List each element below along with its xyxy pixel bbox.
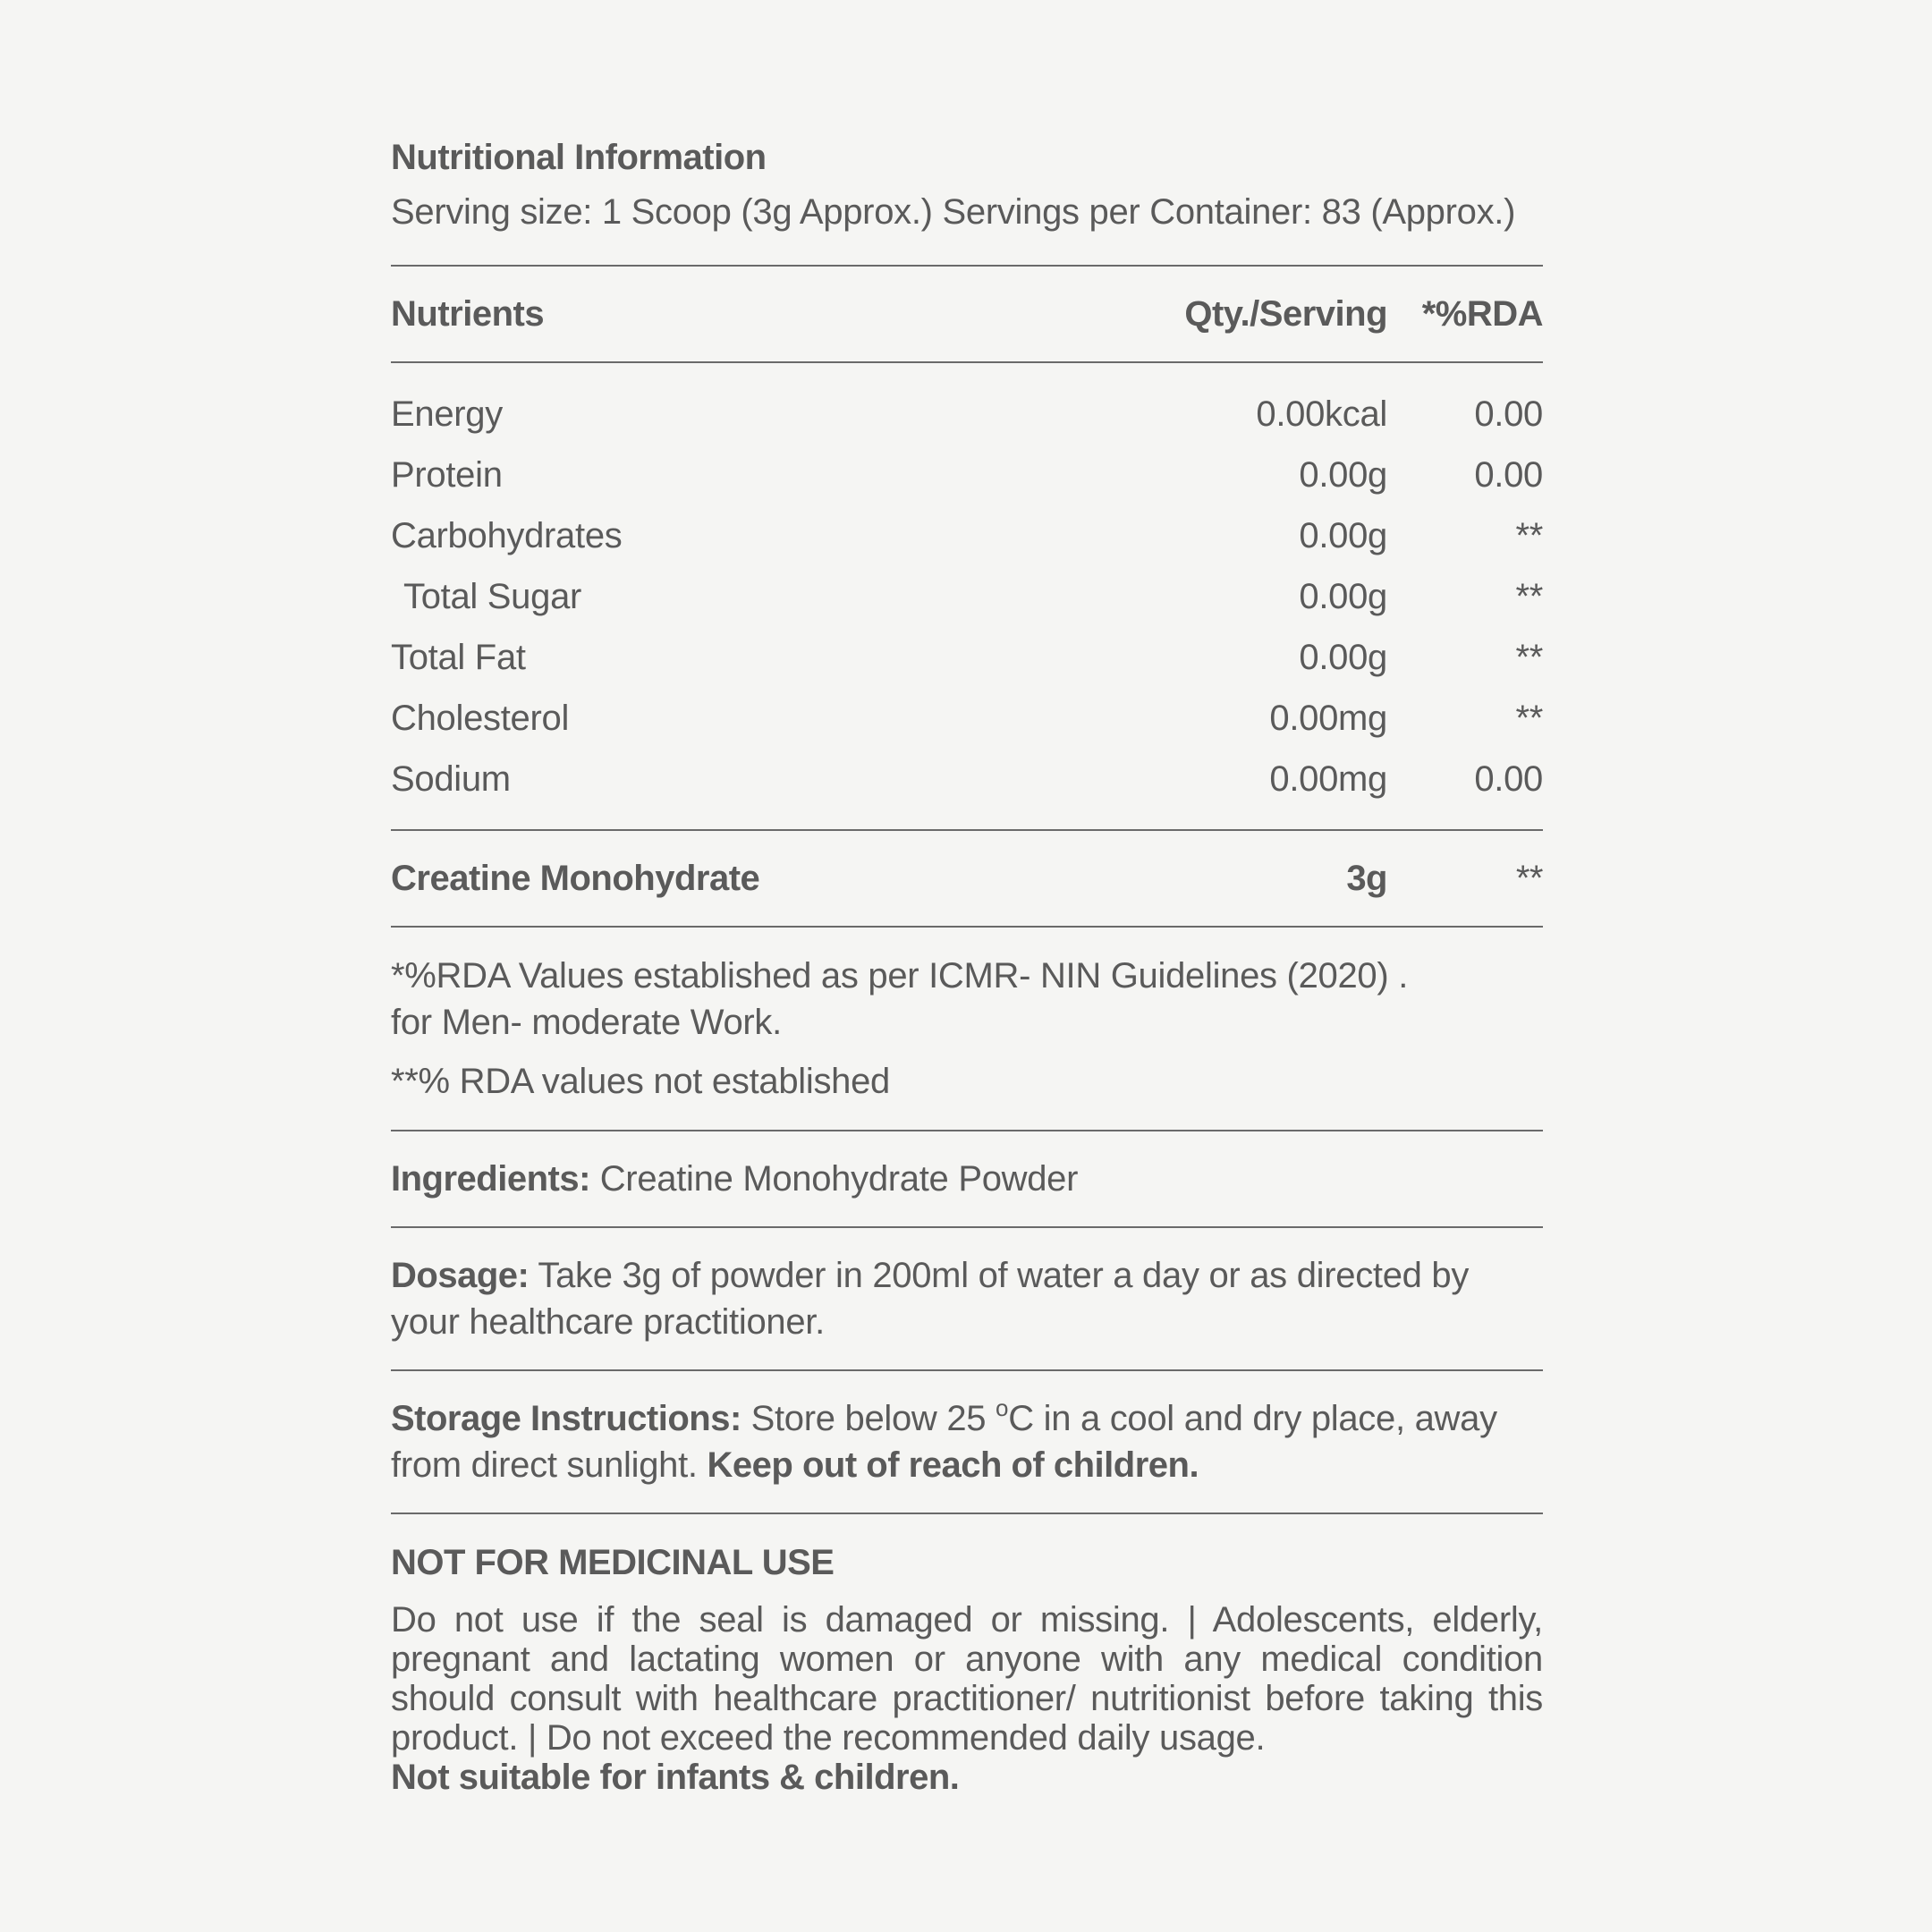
nutrient-rda: ** [1515,515,1543,555]
dosage-section [391,1228,1543,1369]
warning-title: NOT FOR MEDICINAL USE [391,1543,835,1582]
storage-text-cont: C in a cool and dry place, away from direct sunlight. [391,1399,1497,1485]
table-row [391,384,1543,445]
divider [391,1513,1543,1514]
nutrient-qty: 0.00kcal [1256,394,1387,434]
page-title: Nutritional Information [391,138,767,177]
nutrient-name: Total Sugar [403,576,582,616]
nutrient-name: Protein [391,454,503,495]
dosage-label: Dosage: [391,1256,530,1295]
creatine-name: Creatine Monohydrate [391,858,760,898]
rda-note-line: *%RDA Values established as per ICMR- NIN Guidelines (2020) . [391,956,1409,996]
ingredients-section [391,1131,1543,1226]
storage-label: Storage Instructions: [391,1399,741,1438]
nutrient-qty: 0.00mg [1269,698,1387,738]
nutrient-name: Sodium [391,758,511,799]
table-row [391,749,1543,809]
table-row [391,566,1543,627]
ingredients-label: Ingredients: [391,1159,590,1199]
warning-bold-text: Not suitable for infants & children. [391,1758,960,1797]
nutrient-qty: 0.00g [1299,515,1387,555]
creatine-qty: 3g [1346,858,1387,898]
degree-symbol: o [996,1394,1009,1421]
nutrition-label-panel [391,134,1543,1797]
nutrient-qty: 0.00g [1299,637,1387,677]
nutrient-qty: 0.00g [1299,576,1387,616]
column-header-qty: Qty./Serving [1184,293,1387,334]
nutrient-name: Total Fat [391,637,526,677]
table-header [391,267,1543,361]
serving-info: Serving size: 1 Scoop (3g Approx.) Servings per Container: 83 (Approx.) [391,192,1516,232]
nutrient-rda: 0.00 [1474,454,1543,495]
column-header-rda: *%RDA [1421,293,1543,334]
dosage-text: Take 3g of powder in 200ml of water a day or as directed by your healthcare practitioner. [391,1256,1470,1342]
table-row [391,688,1543,749]
table-row [391,445,1543,505]
rda-notes [391,928,1543,1130]
warning-text: Do not use if the seal is damaged or missing. | Adolescents, elderly, pregnant and lactating women or anyone with any medical condition should consult with healthcare practitioner/ nutritionist before taking this product. | Do not exceed the recommended daily usage. [391,1600,1543,1758]
rda-not-established-note: **% RDA values not established [391,1062,890,1101]
creatine-rda: ** [1515,858,1543,898]
column-header-nutrients: Nutrients [391,293,545,334]
nutrient-rda: 0.00 [1474,394,1543,434]
nutrient-qty: 0.00g [1299,454,1387,495]
nutrient-rda: ** [1515,698,1543,738]
nutrient-rda: ** [1515,576,1543,616]
nutrient-rda: 0.00 [1474,758,1543,799]
nutrient-name: Carbohydrates [391,515,623,555]
creatine-row [391,831,1543,926]
nutrient-name: Cholesterol [391,698,570,738]
storage-warning: Keep out of reach of children. [707,1445,1199,1485]
rda-note-line: for Men- moderate Work. [391,1003,782,1042]
nutrient-qty: 0.00mg [1269,758,1387,799]
storage-section [391,1371,1543,1513]
nutrient-table-body [391,363,1543,829]
ingredients-text: Creatine Monohydrate Powder [589,1159,1079,1199]
nutrient-rda: ** [1515,637,1543,677]
table-row [391,505,1543,566]
table-row [391,627,1543,688]
nutrient-name: Energy [391,394,503,434]
storage-text: Store below 25 [741,1399,996,1438]
